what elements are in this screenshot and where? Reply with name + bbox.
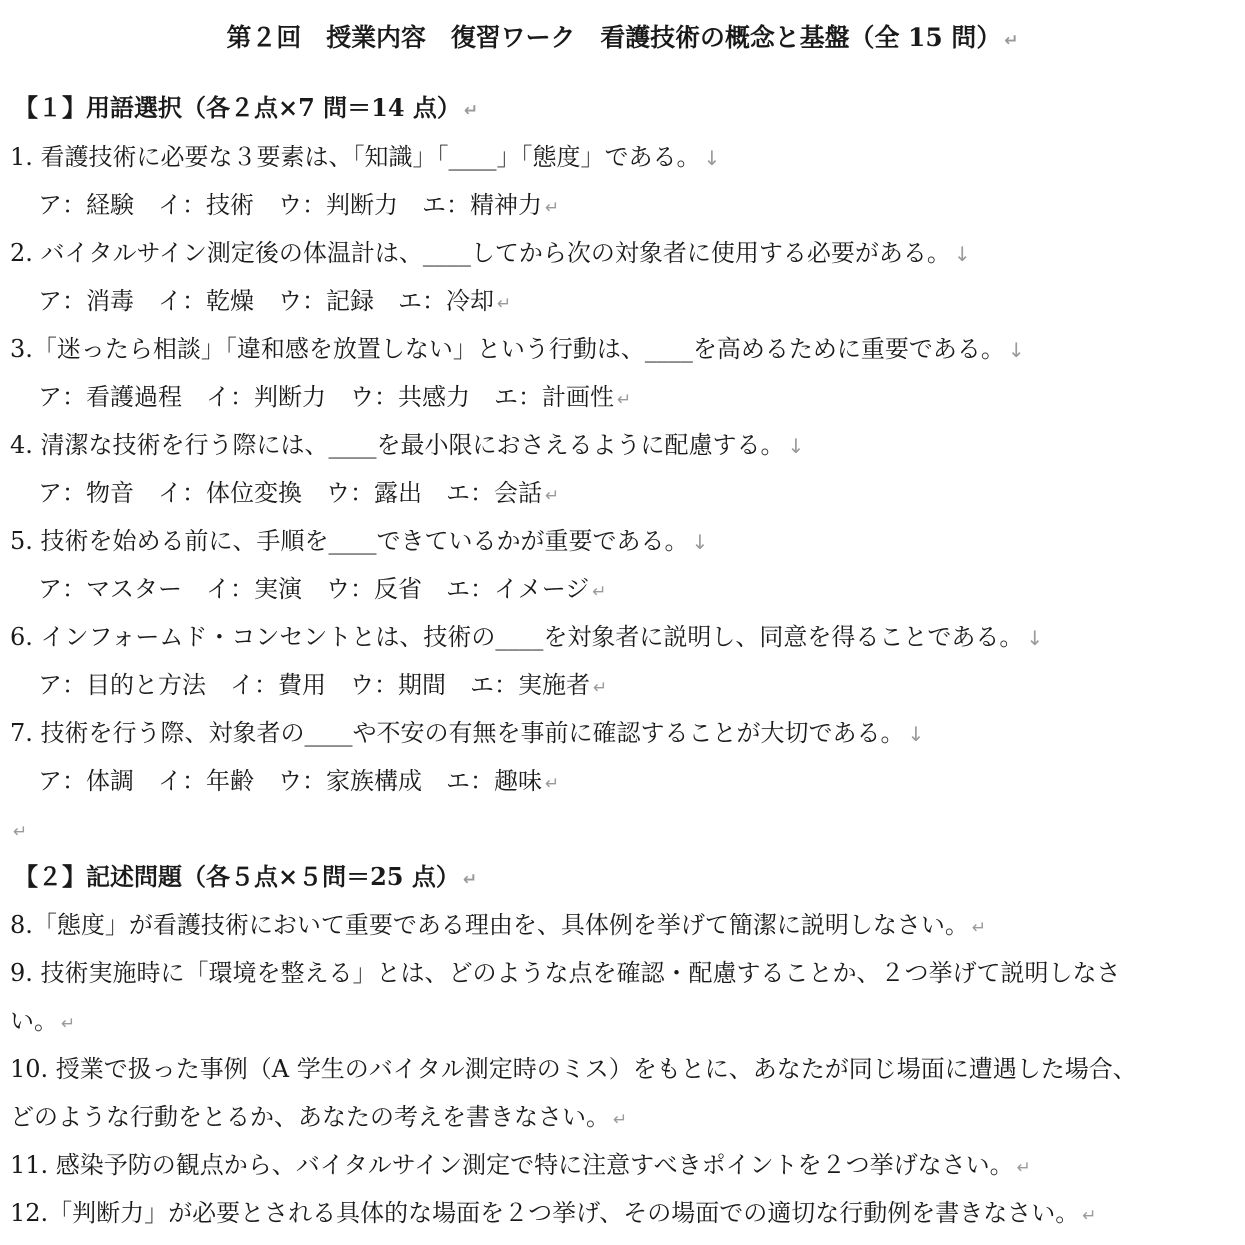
line-break-mark-icon: ↓	[1007, 338, 1025, 362]
question-3: 3.「迷ったら相談」「違和感を放置しない」という行動は、____を高めるために重要である。 ↓	[10, 335, 1025, 363]
line-break-mark-icon: ↓	[1026, 626, 1044, 650]
question-6: 6. インフォームド・コンセントとは、技術の____を対象者に説明し、同意を得ることである。 ↓	[10, 623, 1044, 651]
paragraph-mark-icon: ↵	[545, 198, 560, 218]
question-11: 11. 感染予防の観点から、バイタルサイン測定で特に注意すべきポイントを２つ挙げなさい。 ↵	[10, 1151, 1031, 1179]
question-10: 10. 授業で扱った事例（A 学生のバイタル測定時のミス）をもとに、あなたが同じ場面に遭遇した場合、	[10, 1055, 1137, 1083]
question-1-options: ア：経験 イ：技術 ウ：判断力 エ：精神力 ↵	[38, 191, 560, 219]
question-6-options: ア：目的と方法 イ：費用 ウ：期間 エ：実施者 ↵	[38, 671, 608, 699]
question-3-options: ア：看護過程 イ：判断力 ウ：共感力 エ：計画性 ↵	[38, 383, 632, 411]
question-9: 9. 技術実施時に「環境を整える」とは、どのような点を確認・配慮することか、２つ挙げて説明しなさ	[10, 959, 1121, 987]
paragraph-mark-icon: ↵	[545, 486, 560, 506]
line-break-mark-icon: ↓	[787, 434, 805, 458]
empty-paragraph	[10, 809, 27, 852]
line-break-mark-icon: ↓	[953, 242, 971, 266]
question-4-options: ア：物音 イ：体位変換 ウ：露出 エ：会話 ↵	[38, 479, 560, 507]
paragraph-mark-icon: ↵	[1004, 31, 1019, 51]
section-1-heading: 【１】用語選択（各２点×7 問＝14 点） ↵	[14, 93, 479, 122]
document-title: 第２回 授業内容 復習ワーク 看護技術の概念と基盤（全 15 問） ↵	[226, 23, 1019, 52]
question-10-continued: どのような行動をとるか、あなたの考えを書きなさい。 ↵	[10, 1103, 628, 1131]
paragraph-mark-icon: ↵	[545, 774, 560, 794]
question-9-continued: い。 ↵	[10, 1007, 76, 1035]
question-1: 1. 看護技術に必要な３要素は、「知識」「____」「態度」である。 ↓	[10, 143, 721, 171]
question-5-options: ア：マスター イ：実演 ウ：反省 エ：イメージ ↵	[38, 575, 607, 603]
question-5: 5. 技術を始める前に、手順を____できているかが重要である。 ↓	[10, 527, 709, 555]
question-2: 2. バイタルサイン測定後の体温計は、____してから次の対象者に使用する必要がある。 ↓	[10, 239, 971, 267]
paragraph-mark-icon: ↵	[463, 101, 479, 121]
paragraph-mark-icon: ↵	[617, 390, 632, 410]
question-4: 4. 清潔な技術を行う際には、____を最小限におさえるように配慮する。 ↓	[10, 431, 805, 459]
paragraph-mark-icon: ↵	[593, 678, 608, 698]
paragraph-mark-icon: ↵	[1082, 1206, 1097, 1226]
question-7-options: ア：体調 イ：年齢 ウ：家族構成 エ：趣味 ↵	[38, 767, 560, 795]
line-break-mark-icon: ↓	[907, 722, 925, 746]
line-break-mark-icon: ↓	[703, 146, 721, 170]
line-break-mark-icon: ↓	[691, 530, 709, 554]
question-2-options: ア：消毒 イ：乾燥 ウ：記録 エ：冷却 ↵	[38, 287, 512, 315]
paragraph-mark-icon: ↵	[497, 294, 512, 314]
paragraph-mark-icon: ↵	[592, 582, 607, 602]
question-7: 7. 技術を行う際、対象者の____や不安の有無を事前に確認することが大切である。 ↓	[10, 719, 925, 747]
section-2-heading: 【２】記述問題（各５点×５問＝25 点） ↵	[14, 862, 478, 891]
paragraph-mark-icon: ↵	[462, 870, 478, 890]
paragraph-mark-icon: ↵	[13, 822, 28, 842]
question-8: 8.「態度」が看護技術において重要である理由を、具体例を挙げて簡潔に説明しなさい。 ↵	[10, 911, 987, 939]
paragraph-mark-icon: ↵	[61, 1014, 76, 1034]
paragraph-mark-icon: ↵	[613, 1110, 628, 1130]
question-12: 12.「判断力」が必要とされる具体的な場面を２つ挙げ、その場面での適切な行動例を書きなさい。 ↵	[10, 1199, 1097, 1227]
paragraph-mark-icon: ↵	[971, 918, 987, 938]
paragraph-mark-icon: ↵	[1016, 1158, 1031, 1178]
